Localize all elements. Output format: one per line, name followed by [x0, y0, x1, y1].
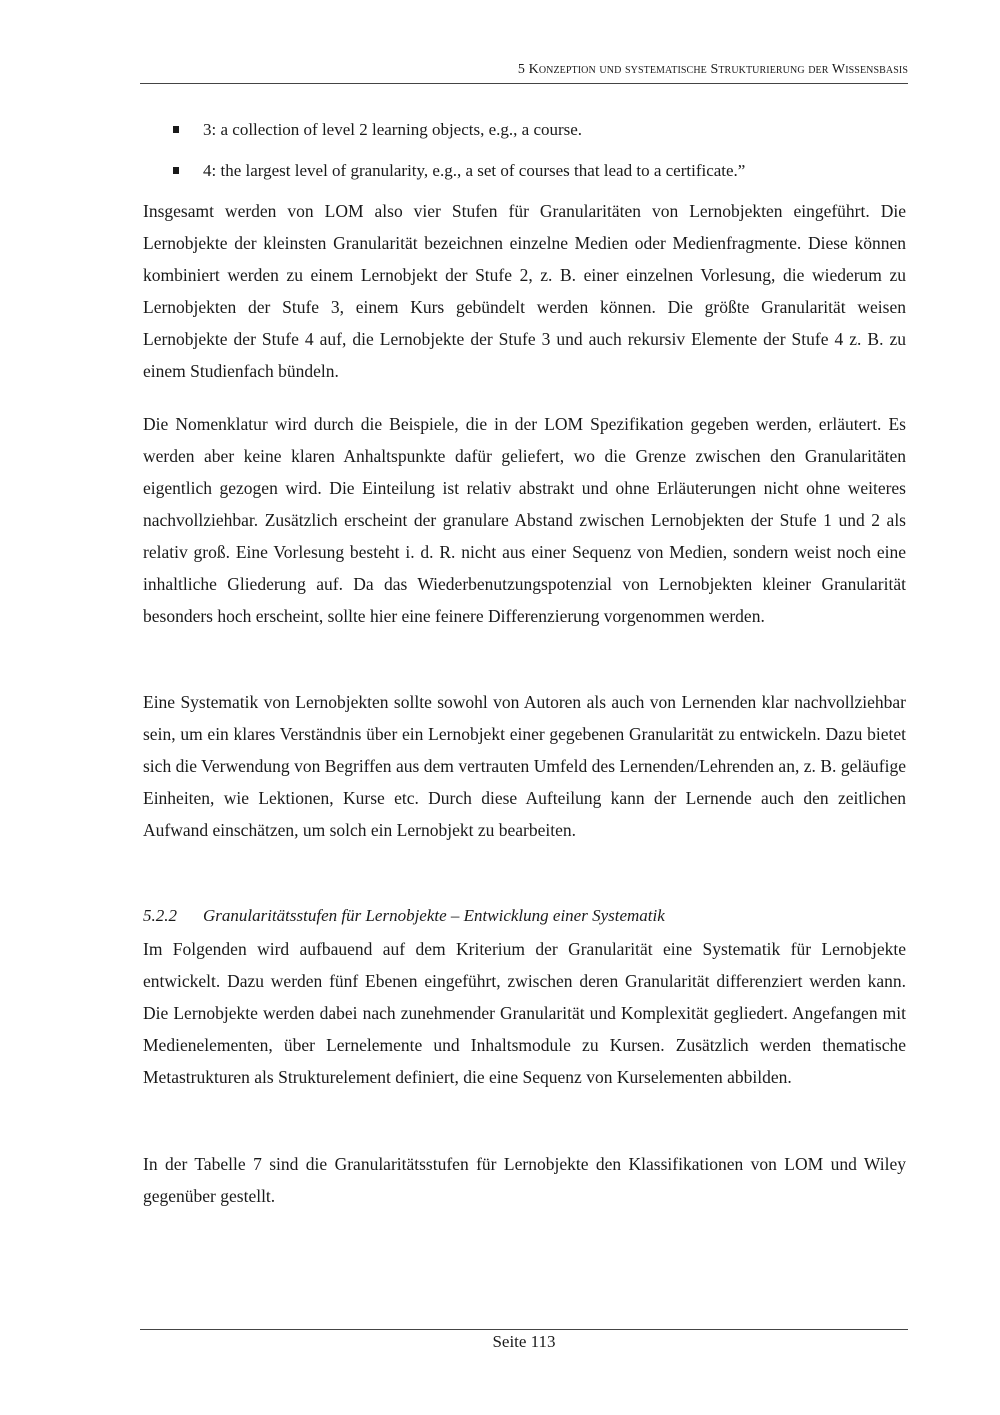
section-number: 5.2.2 — [143, 906, 177, 925]
list-item-text: 4: the largest level of granularity, e.g., a set of courses that lead to a certificate.” — [203, 161, 746, 180]
list-item-text: 3: a collection of level 2 learning objects, e.g., a course. — [203, 120, 583, 139]
square-bullet-icon — [173, 126, 179, 133]
paragraph-systematics: Eine Systematik von Lernobjekten sollte sowohl von Autoren als auch von Lernenden klar nachvollziehbar sein, um ein klares Verständnis über ein Lernobjekt einer gegebenen Granularität zu entwickeln. Dazu bietet sich die Verwendung von Begriffen aus dem vertrauten Umfeld des Lernenden/Lehrenden an, z. B. geläufige Einheiten, wie Lektionen, Kurse etc. Durch diese Aufteilung kann der Lernende auch den zeitlichen Aufwand einschätzen, um solch ein Lernobjekt zu bearbeiten. — [143, 692, 906, 840]
footer-divider — [140, 1329, 908, 1330]
header-chapter-title: Konzeption und systematische Strukturierung der Wissensbasis — [528, 62, 908, 77]
list-item — [170, 117, 910, 142]
section-title: Granularitätsstufen für Lernobjekte – Entwicklung einer Systematik — [203, 906, 665, 925]
paragraph-five-levels: Im Folgenden wird aufbauend auf dem Kriterium der Granularität eine Systematik für Lernobjekte entwickelt. Dazu werden fünf Ebenen eingeführt, zwischen deren Granularität differenziert werden kann. Die Lernobjekte werden dabei nach zunehmender Granularität und Komplexität gegliedert. Angefangen mit Medienelementen, über Lernelemente und Inhaltsmodule zu Kursen. Zusätzlich werden thematische Metastrukturen als Strukturelement definiert, die eine Sequenz von Kurselementen abbilden. — [143, 939, 906, 1087]
list-item — [170, 158, 910, 183]
paragraph-lom-levels: Insgesamt werden von LOM also vier Stufen für Granularitäten von Lernobjekten eingeführt. Die Lernobjekte der kleinsten Granularität bezeichnen einzelne Medien oder Medienfragmente. Diese können kombiniert werden zu einem Lernobjekt der Stufe 2, z. B. einer einzelnen Vorlesung, die wiederum zu Lernobjekten der Stufe 3, einem Kurs gebündelt werden können. Die größte Granularität weisen Lernobjekte der Stufe 4 auf, die Lernobjekte der Stufe 3 und auch rekursiv Elemente der Stufe 4 z. B. zu einem Studienfach bündeln. — [143, 201, 906, 381]
running-header — [140, 62, 908, 84]
square-bullet-icon — [173, 167, 179, 174]
section-heading — [143, 903, 906, 929]
quote-bullet-list — [170, 117, 910, 199]
header-chapter-number: 5 — [517, 62, 525, 77]
paragraph-nomenclature: Die Nomenklatur wird durch die Beispiele, die in der LOM Spezifikation gegeben werden, erläutert. Es werden aber keine klaren Anhaltspunkte dafür geliefert, wo die Grenze zwischen den Granularitäten eigentlich gezogen wird. Die Einteilung ist relativ abstrakt und ohne Erläuterungen nicht ohne weiteres nachvollziehbar. Zusätzlich erscheint der granulare Abstand zwischen Lernobjekten der Stufe 1 und 2 als relativ groß. Eine Vorlesung besteht i. d. R. nicht aus einer Sequenz von Medien, sondern weist noch eine inhaltliche Gliederung auf. Da das Wiederbenutzungspotenzial von Lernobjekten kleiner Granularität besonders hoch erscheint, sollte hier eine feinere Differenzierung vorgenommen werden. — [143, 414, 906, 626]
page-number: Seite 113 — [492, 1332, 556, 1351]
paragraph-table-reference: In der Tabelle 7 sind die Granularitätsstufen für Lernobjekte den Klassifikationen von LOM und Wiley gegenüber gestellt. — [143, 1154, 906, 1206]
